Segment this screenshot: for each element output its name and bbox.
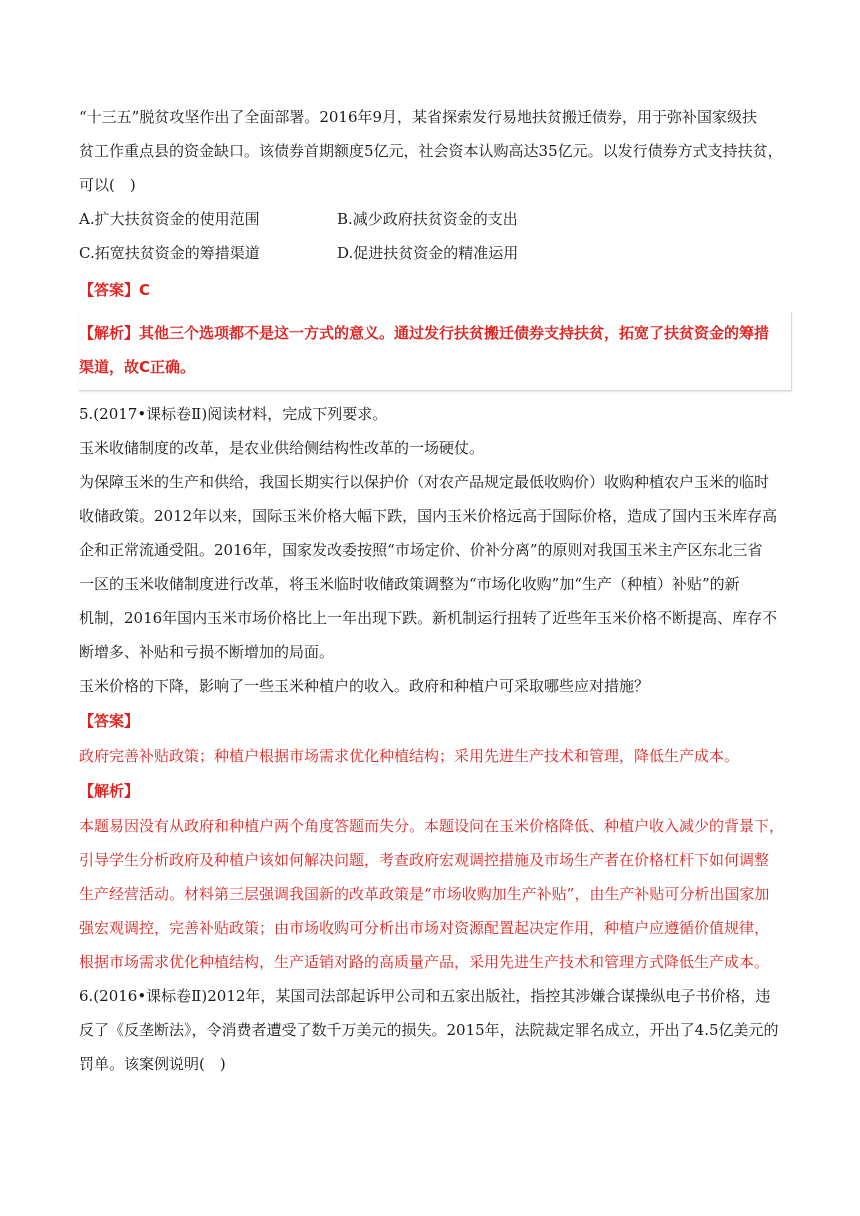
question-stem-line: 罚单。该案例说明( ) bbox=[79, 1055, 226, 1073]
option-b: B.减少政府扶贫资金的支出 bbox=[337, 210, 518, 228]
question-5 bbox=[79, 397, 791, 979]
question-4 bbox=[79, 100, 791, 391]
analysis-line: 根据市场需求优化种植结构，生产适销对路的高质量产品，采用先进生产技术和管理方式降低生产成本。 bbox=[79, 953, 770, 971]
material-line: 一区的玉米收储制度进行改革，将玉米临时收储政策调整为“市场化收购”加“生产（种植）补贴”的新 bbox=[79, 575, 740, 593]
analysis-line: 渠道，故C正确。 bbox=[79, 358, 196, 376]
question-stem-line: 贫工作重点县的资金缺口。该债券首期额度5亿元，社会资本认购高达35亿元。以发行债券方式支持扶贫， bbox=[79, 142, 783, 160]
analysis-line: 引导学生分析政府及种植户该如何解决问题，考查政府宏观调控措施及市场生产者在价格杠杆下如何调整 bbox=[79, 851, 770, 869]
question-stem-line: “十三五”脱贫攻坚作出了全面部署。2016年9月，某省探索发行易地扶贫搬迁债券，用于弥补国家级扶 bbox=[79, 108, 758, 126]
answer-row bbox=[79, 272, 791, 308]
material-intro: 玉米收储制度的改革，是农业供给侧结构性改革的一场硬仗。 bbox=[79, 439, 485, 457]
question-prompt: 玉米价格的下降，影响了一些玉米种植户的收入。政府和种植户可采取哪些应对措施？ bbox=[79, 677, 650, 695]
answer-label: 【答案】 bbox=[79, 281, 140, 299]
analysis-line: 强宏观调控，完善补贴政策；由市场收购可分析出市场对资源配置起决定作用，种植户应遵循价值规律， bbox=[79, 919, 770, 937]
analysis-line: 生产经营活动。材料第三层强调我国新的改革政策是“市场收购加生产补贴”，由生产补贴可分析出国家加 bbox=[79, 885, 770, 903]
question-stem-line: 反了《反垄断法》，令消费者遭受了数千万美元的损失。2015年，法院裁定罪名成立，开出了4.5亿美元的 bbox=[79, 1021, 779, 1039]
option-a: A.扩大扶贫资金的使用范围 bbox=[79, 210, 260, 228]
question-stem-line: 6.(2016•课标卷Ⅱ)2012年，某国司法部起诉甲公司和五家出版社，指控其涉嫌合谋操纵电子书价格，违 bbox=[79, 987, 771, 1005]
material-line: 企和正常流通受阻。2016年，国家发改委按照“市场定价、价补分离”的原则对我国玉米主产区东北三省 bbox=[79, 541, 763, 559]
material-line: 为保障玉米的生产和供给，我国长期实行以保护价（对农产品规定最低收购价）收购种植农户玉米的临时 bbox=[79, 473, 770, 491]
document-page bbox=[79, 100, 791, 1081]
question-heading: 5.(2017•课标卷Ⅱ)阅读材料，完成下列要求。 bbox=[79, 405, 388, 423]
question-stem-line: 可以( ) bbox=[79, 176, 136, 194]
material-line: 收储政策。2012年以来，国际玉米价格大幅下跌，国内玉米价格远高于国际价格，造成了国内玉米库存高 bbox=[79, 507, 778, 525]
analysis-box bbox=[79, 312, 792, 391]
analysis-line: 本题易因没有从政府和种植户两个角度答题而失分。本题设问在玉米价格降低、种植户收入减少的背景下， bbox=[79, 817, 785, 835]
option-c: C.拓宽扶贫资金的筹措渠道 bbox=[79, 244, 260, 262]
answer-label: 【答案】 bbox=[79, 712, 140, 730]
analysis-label: 【解析】 bbox=[79, 782, 140, 800]
analysis-line: 【解析】其他三个选项都不是这一方式的意义。通过发行扶贫搬迁债券支持扶贫，拓宽了扶贫资金的筹措 bbox=[79, 324, 770, 342]
material-line: 断增多、补贴和亏损不断增加的局面。 bbox=[79, 643, 335, 661]
options-grid bbox=[79, 202, 791, 270]
option-d: D.促进扶贫资金的精准运用 bbox=[337, 244, 519, 262]
answer-value: C bbox=[139, 281, 151, 299]
material-line: 机制，2016年国内玉米市场价格比上一年出现下跌。新机制运行扭转了近些年玉米价格不断提高、库存不 bbox=[79, 609, 778, 627]
answer-text: 政府完善补贴政策；种植户根据市场需求优化种植结构；采用先进生产技术和管理，降低生产成本。 bbox=[79, 747, 740, 765]
question-6 bbox=[79, 979, 791, 1081]
